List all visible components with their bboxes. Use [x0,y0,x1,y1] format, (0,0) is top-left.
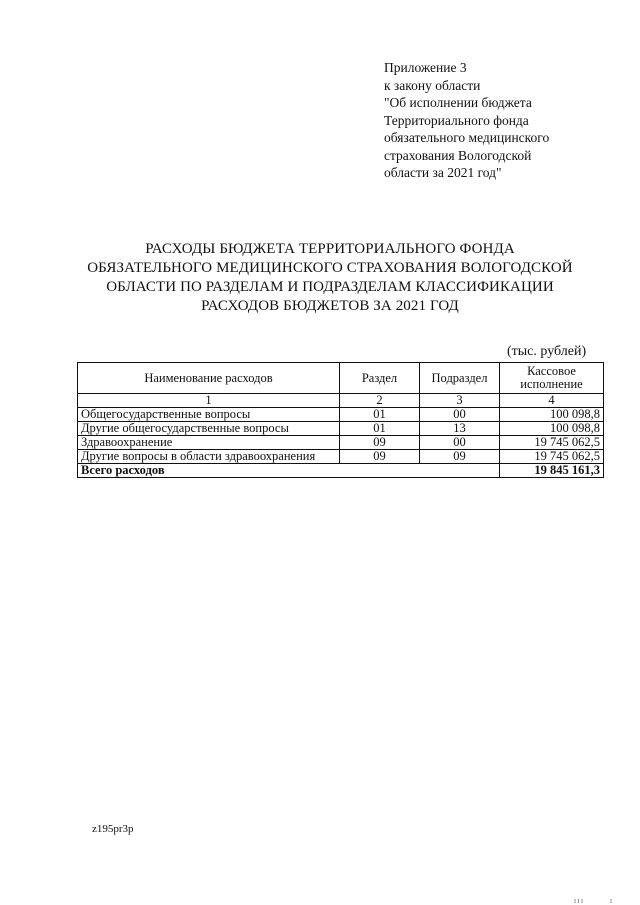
row-section: 01 [340,422,420,436]
row-subsection: 13 [420,422,500,436]
title-line: РАСХОДОВ БЮДЖЕТОВ ЗА 2021 ГОД [201,298,459,314]
appendix-line: области за 2021 год" [384,165,502,180]
document-code: z195pr3p [92,823,134,835]
footer-mark: I [610,899,612,905]
row-name: Другие общегосударственные вопросы [78,422,340,436]
table-row [78,422,604,436]
appendix-line: Приложение 3 [384,60,467,75]
column-number: 4 [500,394,604,408]
row-amount: 19 745 062,5 [500,450,604,464]
table-row [78,436,604,450]
row-section: 09 [340,450,420,464]
table-row [78,408,604,422]
header-execution-line: Кассовое [527,364,576,378]
title-line: ОБЛАСТИ ПО РАЗДЕЛАМ И ПОДРАЗДЕЛАМ КЛАССИФИКАЦИИ [106,279,554,295]
appendix-line: Территориального фонда [384,112,529,128]
header-subsection: Подраздел [420,363,500,394]
table-row [78,450,604,464]
row-name: Общегосударственные вопросы [78,408,340,422]
row-name: Другие вопросы в области здравоохранения [78,450,340,464]
header-execution-line: исполнение [520,377,583,391]
row-amount: 100 098,8 [500,408,604,422]
row-section: 09 [340,436,420,450]
header-name: Наименование расходов [78,363,340,394]
row-amount: 100 098,8 [500,422,604,436]
total-row [78,464,604,478]
column-number: 1 [78,394,340,408]
title-line: ОБЯЗАТЕЛЬНОГО МЕДИЦИНСКОГО СТРАХОВАНИЯ ВОЛОГОДСКОЙ [87,260,573,276]
document-title [60,240,600,316]
row-name: Здравоохранение [78,436,340,450]
header-execution [500,363,604,394]
appendix-line: "Об исполнении бюджета [384,95,532,110]
column-number: 2 [340,394,420,408]
footer-mark: I I I [574,899,583,905]
row-subsection: 00 [420,436,500,450]
total-amount: 19 845 161,3 [500,464,604,478]
appendix-line: к закону области [384,77,481,93]
units-label: (тыс. рублей) [507,344,587,359]
appendix-line: обязательного медицинского [384,130,550,145]
row-amount: 19 745 062,5 [500,436,604,450]
row-subsection: 00 [420,408,500,422]
title-line: РАСХОДЫ БЮДЖЕТА ТЕРРИТОРИАЛЬНОГО ФОНДА [145,241,515,257]
table-header-row [78,363,604,394]
appendix-note [384,59,614,182]
header-section: Раздел [340,363,420,394]
expenditure-table [77,362,604,478]
appendix-line: страхования Вологодской [384,147,532,163]
total-label: Всего расходов [78,464,500,478]
row-section: 01 [340,408,420,422]
column-number-row [78,394,604,408]
column-number: 3 [420,394,500,408]
row-subsection: 09 [420,450,500,464]
